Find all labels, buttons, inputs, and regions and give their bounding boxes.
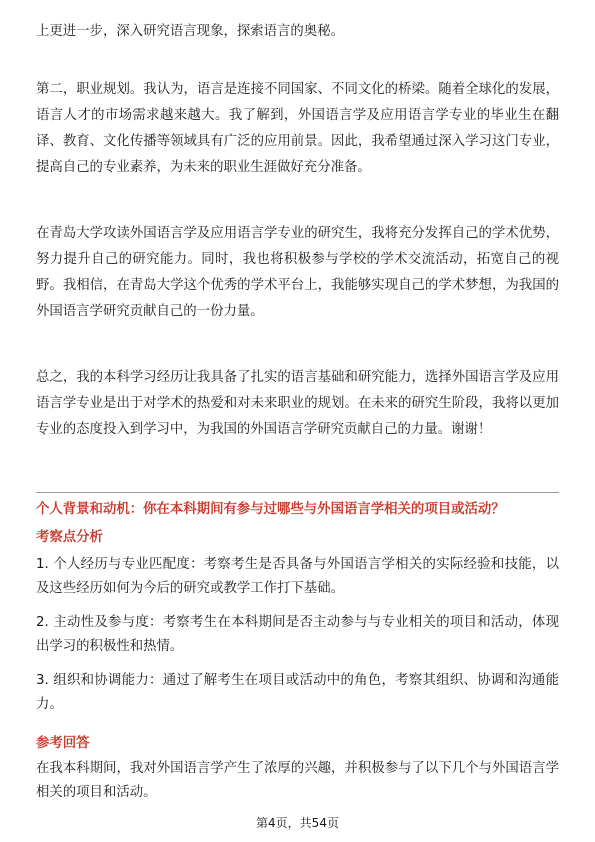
analysis-heading: 考察点分析 xyxy=(36,530,103,545)
body-paragraph: 上更进一步，深入研究语言现象，探索语言的奥秘。 xyxy=(36,24,344,39)
body-paragraph: 总之，我的本科学习经历让我具备了扎实的语言基础和研究能力，选择外国语言学及应用语言学专业是出于对学术的热爱和对未来职业的规划。在未来的研究生阶段，我将以更加专业的态度投入到学习中，为我国的外国语言学研究贡献自己的力量。谢谢！ xyxy=(36,370,559,437)
answer-paragraph: 在我本科期间，我对外国语言学产生了浓厚的兴趣，并积极参与了以下几个与外国语言学相关的项目和活动。 xyxy=(36,761,559,800)
question-heading: 个人背景和动机：你在本科期间有参与过哪些与外国语言学相关的项目或活动？ xyxy=(36,502,505,517)
page-number: 第4页，共54页 xyxy=(256,816,339,830)
analysis-point: 1. 个人经历与专业匹配度：考察考生是否具备与外国语言学相关的实际经验和技能，以及这些经历如何为今后的研究或教学工作打下基础。 xyxy=(36,557,559,596)
analysis-point: 3. 组织和协调能力：通过了解考生在项目或活动中的角色，考察其组织、协调和沟通能力。 xyxy=(36,673,559,712)
body-paragraph: 第二，职业规划。我认为，语言是连接不同国家、不同文化的桥梁。随着全球化的发展，语言人才的市场需求越来越大。我了解到，外国语言学及应用语言学专业的毕业生在翻译、教育、文化传播等领域具有广泛的应用前景。因此，我希望通过深入学习这门专业，提高自己的专业素养，为未来的职业生涯做好充分准备。 xyxy=(36,82,559,175)
analysis-point: 2. 主动性及参与度：考察考生在本科期间是否主动参与与专业相关的项目和活动，体现出学习的积极性和热情。 xyxy=(36,615,559,654)
section-divider xyxy=(36,492,559,493)
body-paragraph: 在青岛大学攻读外国语言学及应用语言学专业的研究生，我将充分发挥自己的学术优势，努力提升自己的研究能力。同时，我也将积极参与学校的学术交流活动，拓宽自己的视野。我相信，在青岛大学这个优秀的学术平台上，我能够实现自己的学术梦想，为我国的外国语言学研究贡献自己的一份力量。 xyxy=(36,226,559,319)
answer-heading: 参考回答 xyxy=(36,736,90,751)
